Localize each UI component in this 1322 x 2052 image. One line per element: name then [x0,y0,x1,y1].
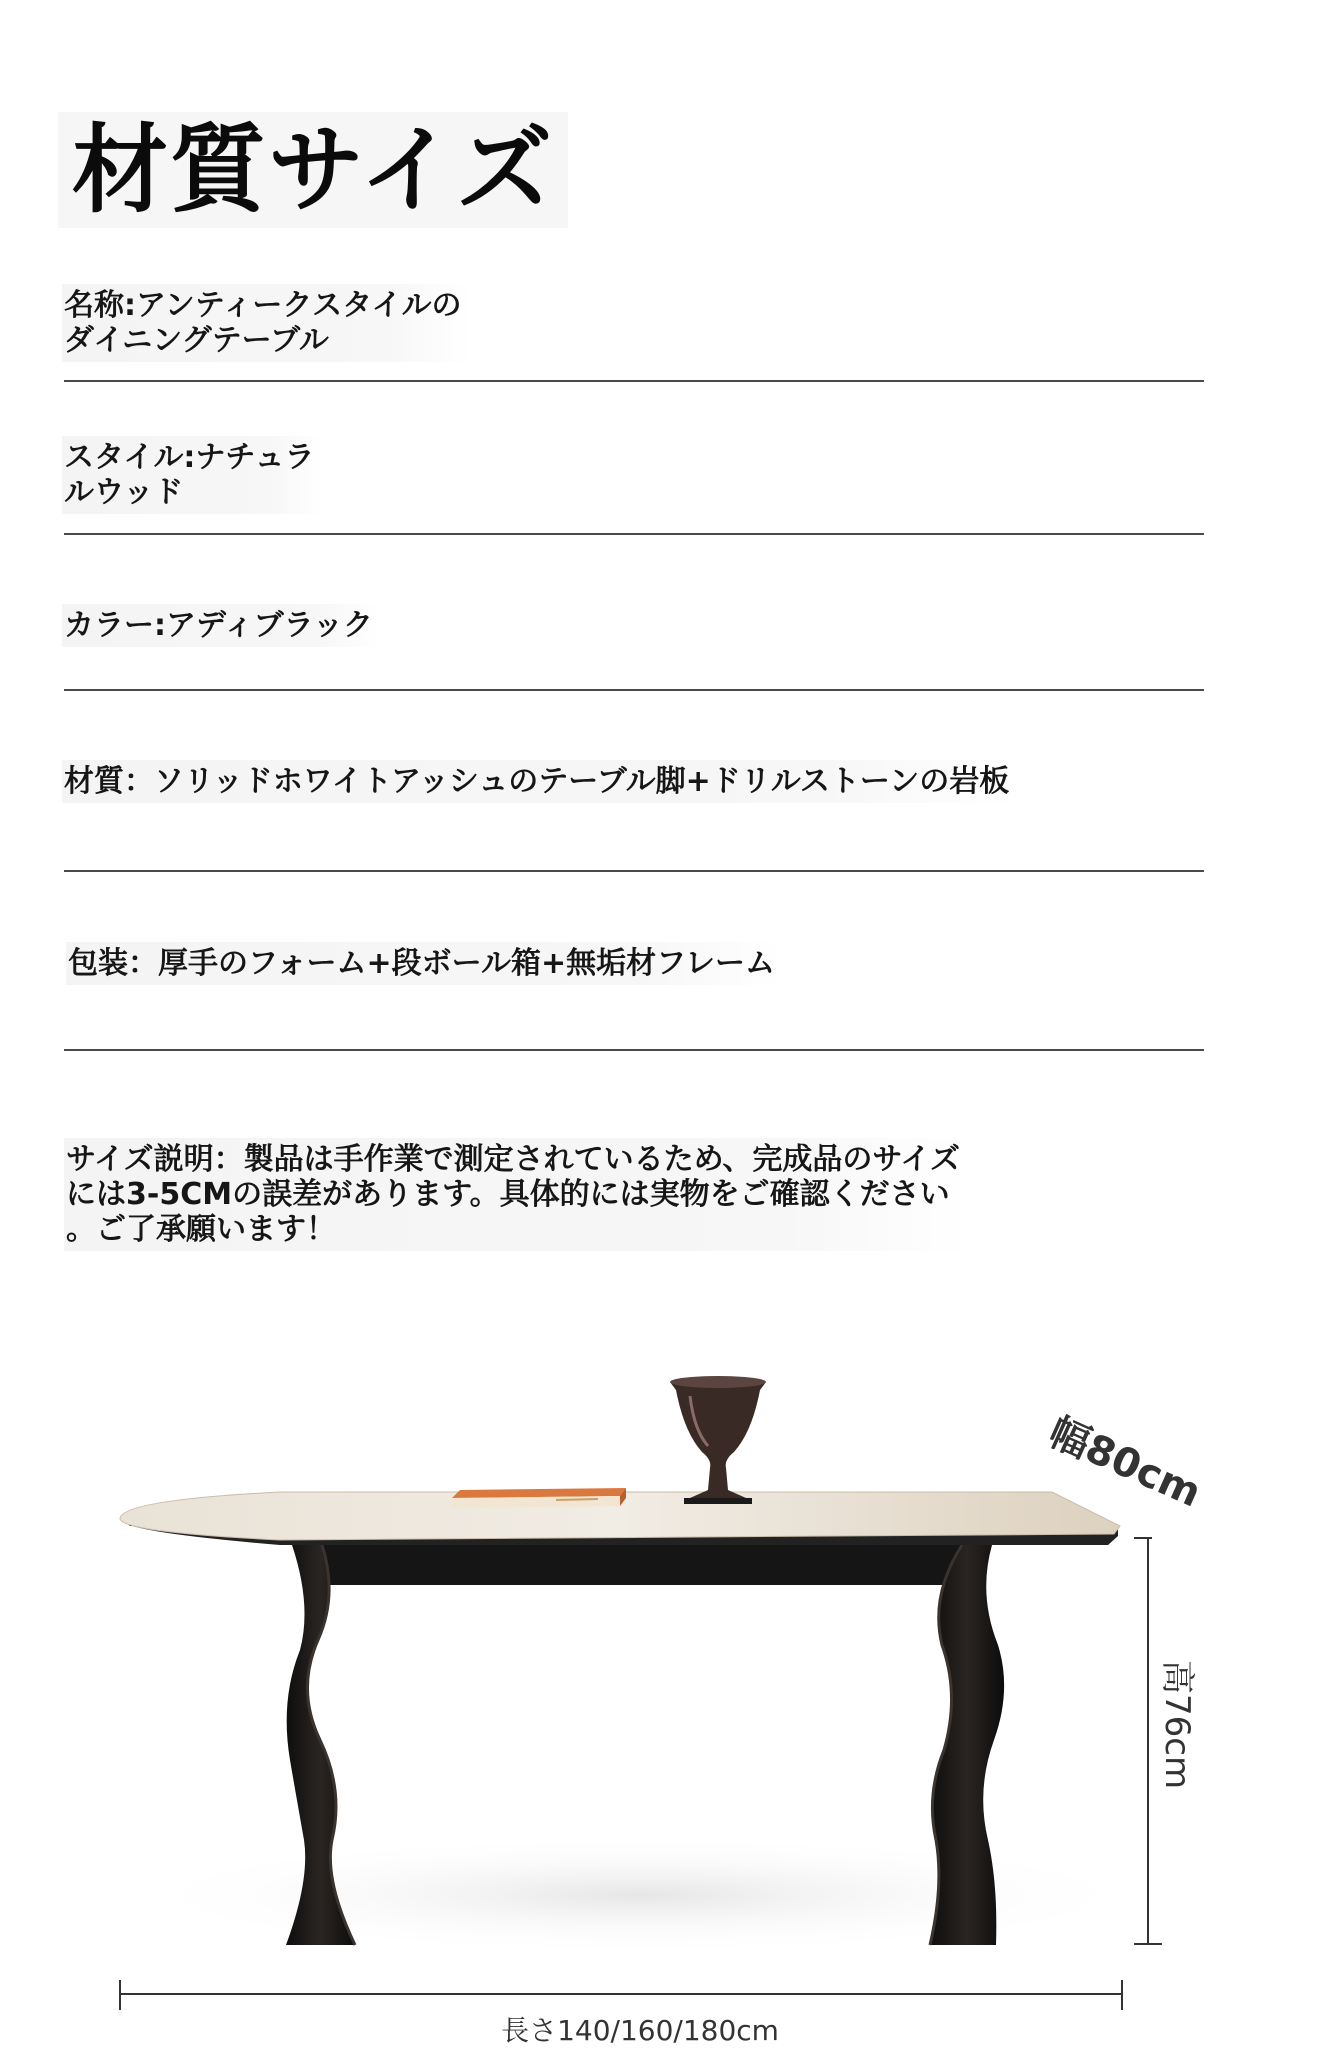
divider [64,870,1204,872]
table-apron [322,1545,962,1585]
spec-style: スタイル:ナチュラ ルウッド [62,436,323,514]
spec-packaging: 包装：厚手のフォーム+段ボール箱+無垢材フレーム [66,942,783,985]
product-figure [0,1340,1322,2048]
floor-shadow [120,1835,1160,1955]
length-label: 長さ140/160/180cm [501,2014,779,2047]
divider [64,533,1204,535]
divider [64,1049,1204,1051]
spec-color: カラー:アディブラック [62,604,381,647]
height-label: 高76cm [1157,1660,1197,1790]
divider [64,689,1204,691]
book [452,1488,626,1508]
spec-material: 材質：ソリッドホワイトアッシュのテーブル脚+ドリルストーンの岩板 [62,760,1017,803]
width-label: 幅80cm [1041,1409,1208,1517]
spec-size-note: サイズ説明：製品は手作業で測定されているため、完成品のサイズ には3-5CMの誤差があります。具体的には実物をご確認ください 。ご了承願います！ [64,1138,968,1251]
length-dimension-line [120,1980,1122,2010]
right-leg [930,1545,1004,1945]
divider [64,380,1204,382]
vase [670,1376,766,1504]
table-illustration [0,1340,1322,2048]
spec-name: 名称:アンティークスタイルの ダイニングテーブル [62,284,470,362]
page-title: 材質サイズ [58,112,568,228]
